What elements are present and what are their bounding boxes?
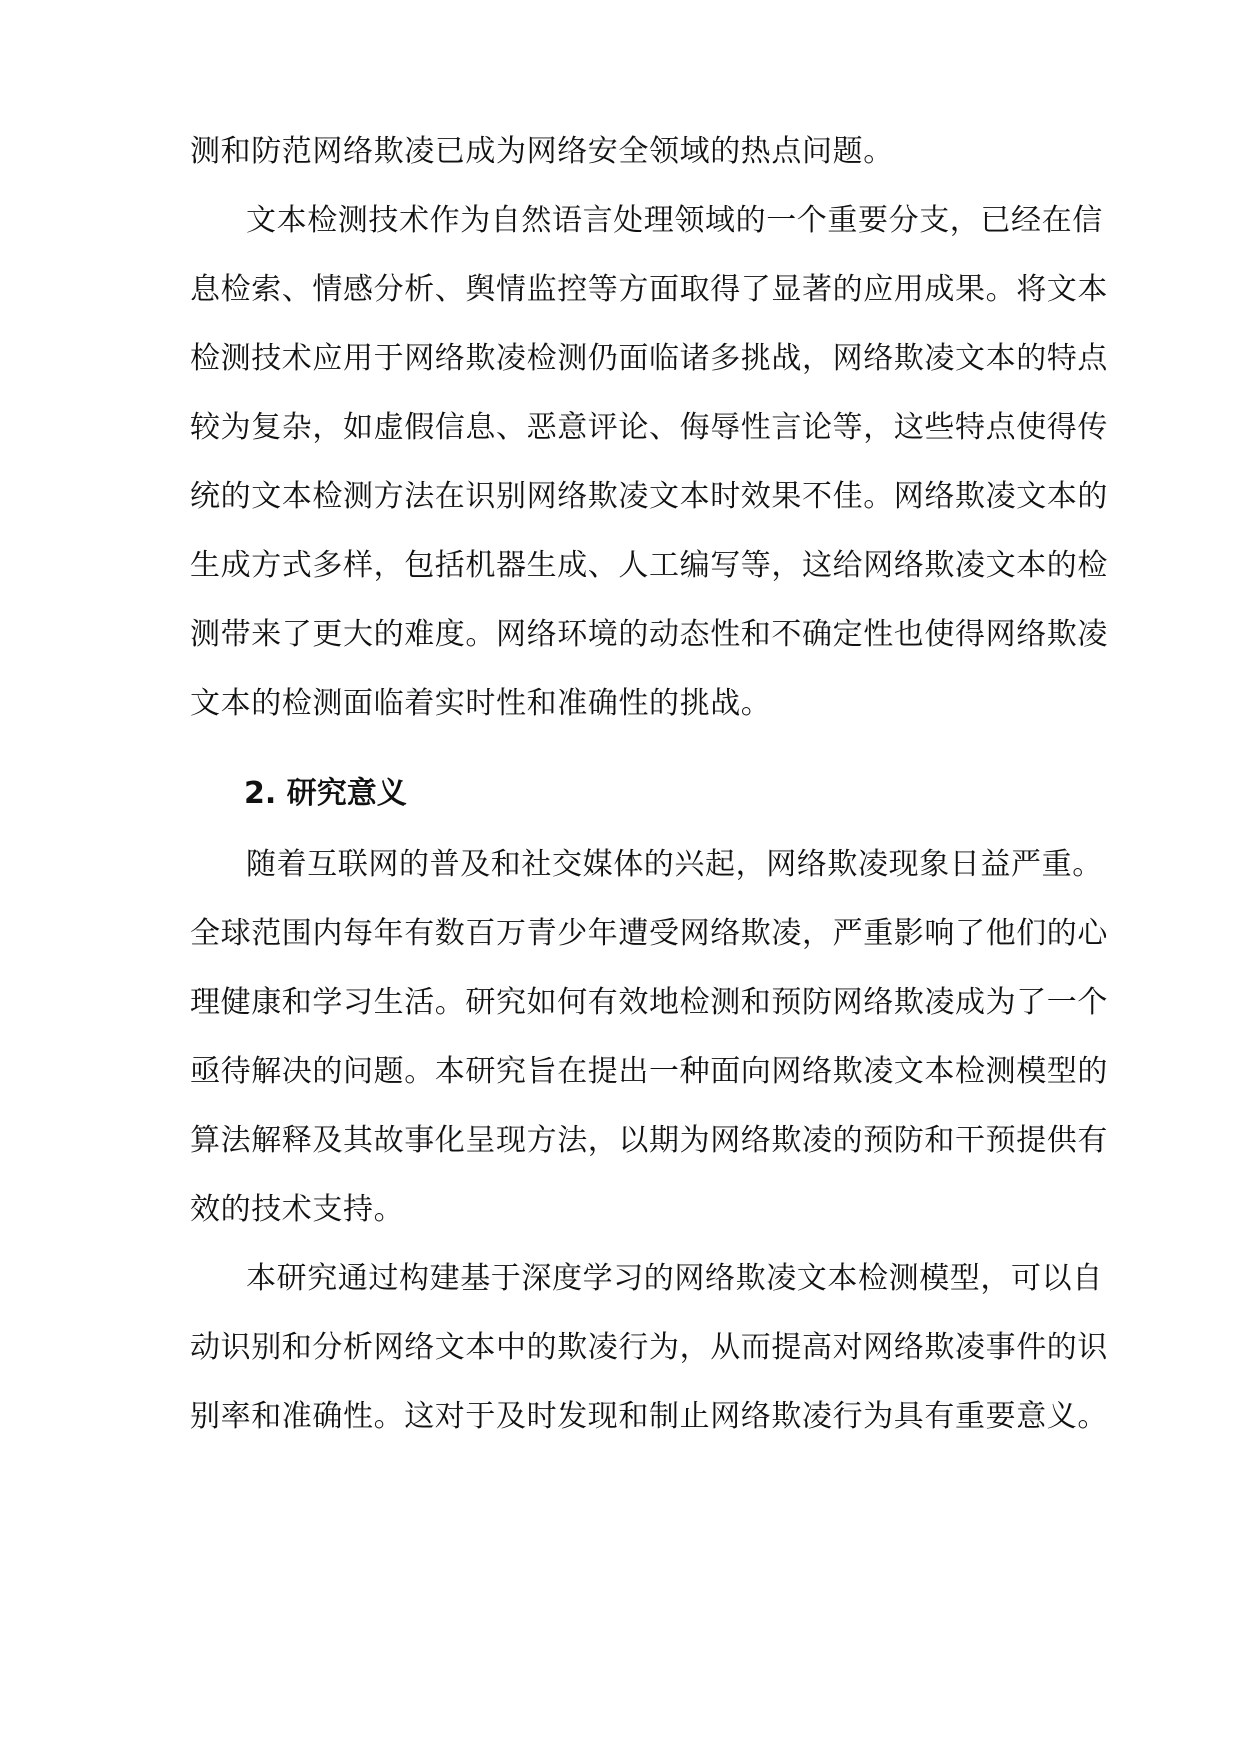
paragraph-3-line-4: 亟待解决的问题。本研究旨在提出一种面向网络欺凌文本检测模型的 — [190, 1054, 1108, 1089]
paragraph-1-line-1: 测和防范网络欺凌已成为网络安全领域的热点问题。 — [190, 134, 894, 169]
paragraph-2-line-5: 统的文本检测方法在识别网络欺凌文本时效果不佳。网络欺凌文本的 — [190, 479, 1108, 514]
paragraph-2-line-7: 测带来了更大的难度。网络环境的动态性和不确定性也使得网络欺凌 — [190, 617, 1108, 652]
paragraph-2-line-2: 息检索、情感分析、舆情监控等方面取得了显著的应用成果。将文本 — [190, 272, 1108, 307]
paragraph-2-line-3: 检测技术应用于网络欺凌检测仍面临诸多挑战，网络欺凌文本的特点 — [190, 341, 1108, 376]
paragraph-2-line-6: 生成方式多样，包括机器生成、人工编写等，这给网络欺凌文本的检 — [190, 548, 1108, 583]
paragraph-2-line-8: 文本的检测面临着实时性和准确性的挑战。 — [190, 686, 772, 721]
paragraph-4-line-2: 动识别和分析网络文本中的欺凌行为，从而提高对网络欺凌事件的识 — [190, 1330, 1108, 1365]
paragraph-2-line-1: 文本检测技术作为自然语言处理领域的一个重要分支，已经在信 — [246, 203, 1103, 238]
paragraph-3-line-6: 效的技术支持。 — [190, 1192, 405, 1227]
paragraph-3-line-2: 全球范围内每年有数百万青少年遭受网络欺凌，严重影响了他们的心 — [190, 916, 1108, 951]
paragraph-3-line-3: 理健康和学习生活。研究如何有效地检测和预防网络欺凌成为了一个 — [190, 985, 1108, 1020]
paragraph-2-line-4: 较为复杂，如虚假信息、恶意评论、侮辱性言论等，这些特点使得传 — [190, 410, 1108, 445]
paragraph-4-line-1: 本研究通过构建基于深度学习的网络欺凌文本检测模型，可以自 — [246, 1261, 1103, 1296]
paragraph-4-line-3: 别率和准确性。这对于及时发现和制止网络欺凌行为具有重要意义。 — [190, 1399, 1108, 1434]
section-heading: 2. 研究意义 — [244, 776, 407, 811]
paragraph-3-line-1: 随着互联网的普及和社交媒体的兴起，网络欺凌现象日益严重。 — [246, 847, 1103, 882]
paragraph-3-line-5: 算法解释及其故事化呈现方法，以期为网络欺凌的预防和干预提供有 — [190, 1123, 1108, 1158]
